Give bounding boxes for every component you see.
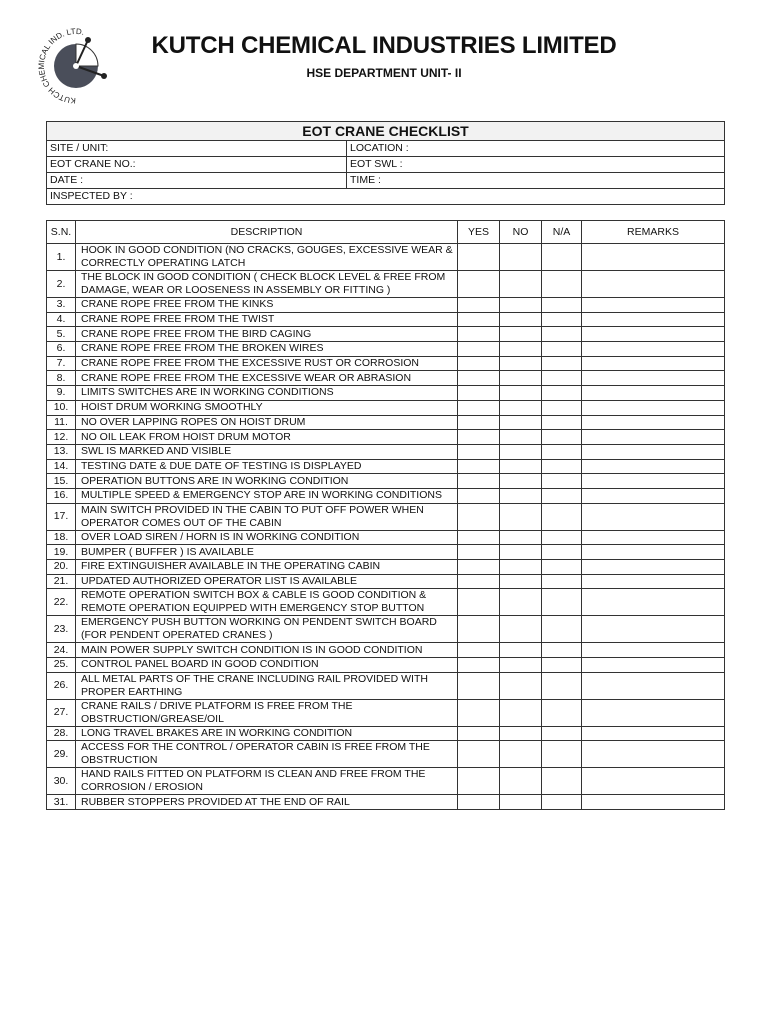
date-field[interactable]: DATE :	[47, 173, 347, 189]
na-checkbox-cell[interactable]	[542, 658, 582, 673]
remarks-cell[interactable]	[582, 312, 725, 327]
row-number: 21.	[47, 574, 76, 589]
table-row	[47, 488, 725, 503]
na-checkbox-cell[interactable]	[542, 574, 582, 589]
table-row	[47, 400, 725, 415]
row-description: CRANE ROPE FREE FROM THE EXCESSIVE RUST OR CORROSION	[76, 356, 458, 371]
na-checkbox-cell[interactable]	[542, 444, 582, 459]
location-field[interactable]: LOCATION :	[347, 141, 725, 157]
table-row	[47, 244, 725, 271]
remarks-cell[interactable]	[582, 415, 725, 430]
row-description: CONTROL PANEL BOARD IN GOOD CONDITION	[76, 658, 458, 673]
row-description: HAND RAILS FITTED ON PLATFORM IS CLEAN AND FREE FROM THE CORROSION / EROSION	[76, 768, 458, 795]
row-number: 30.	[47, 768, 76, 795]
no-checkbox-cell[interactable]	[500, 400, 542, 415]
yes-checkbox-cell[interactable]	[458, 658, 500, 673]
na-checkbox-cell[interactable]	[542, 459, 582, 474]
na-checkbox-cell[interactable]	[542, 327, 582, 342]
na-checkbox-cell[interactable]	[542, 312, 582, 327]
row-number: 10.	[47, 400, 76, 415]
table-row	[47, 574, 725, 589]
row-description: EMERGENCY PUSH BUTTON WORKING ON PENDENT SWITCH BOARD (FOR PENDENT OPERATED CRANES )	[76, 616, 458, 643]
no-checkbox-cell[interactable]	[500, 643, 542, 658]
remarks-cell[interactable]	[582, 459, 725, 474]
column-header-yes: YES	[458, 221, 500, 244]
no-checkbox-cell[interactable]	[500, 672, 542, 699]
remarks-cell[interactable]	[582, 430, 725, 445]
yes-checkbox-cell[interactable]	[458, 415, 500, 430]
table-row	[47, 430, 725, 445]
table-row	[47, 795, 725, 810]
checklist-info-table	[46, 121, 725, 205]
table-row	[47, 415, 725, 430]
row-number: 19.	[47, 545, 76, 560]
yes-checkbox-cell[interactable]	[458, 327, 500, 342]
no-checkbox-cell[interactable]	[500, 459, 542, 474]
remarks-cell[interactable]	[582, 244, 725, 271]
no-checkbox-cell[interactable]	[500, 271, 542, 298]
remarks-cell[interactable]	[582, 616, 725, 643]
table-row	[47, 658, 725, 673]
checklist-table	[46, 220, 725, 810]
row-number: 3.	[47, 298, 76, 313]
na-checkbox-cell[interactable]	[542, 244, 582, 271]
yes-checkbox-cell[interactable]	[458, 488, 500, 503]
no-checkbox-cell[interactable]	[500, 298, 542, 313]
table-row	[47, 741, 725, 768]
row-description: TESTING DATE & DUE DATE OF TESTING IS DISPLAYED	[76, 459, 458, 474]
checklist-title: EOT CRANE CHECKLIST	[47, 122, 725, 141]
row-number: 9.	[47, 386, 76, 401]
row-description: CRANE ROPE FREE FROM THE BROKEN WIRES	[76, 342, 458, 357]
remarks-cell[interactable]	[582, 342, 725, 357]
yes-checkbox-cell[interactable]	[458, 298, 500, 313]
row-description: LIMITS SWITCHES ARE IN WORKING CONDITIONS	[76, 386, 458, 401]
row-description: UPDATED AUTHORIZED OPERATOR LIST IS AVAILABLE	[76, 574, 458, 589]
no-checkbox-cell[interactable]	[500, 488, 542, 503]
yes-checkbox-cell[interactable]	[458, 589, 500, 616]
column-header-sn: S.N.	[47, 221, 76, 244]
na-checkbox-cell[interactable]	[542, 589, 582, 616]
table-row	[47, 444, 725, 459]
na-checkbox-cell[interactable]	[542, 371, 582, 386]
table-row	[47, 271, 725, 298]
row-description: ACCESS FOR THE CONTROL / OPERATOR CABIN IS FREE FROM THE OBSTRUCTION	[76, 741, 458, 768]
na-checkbox-cell[interactable]	[542, 400, 582, 415]
na-checkbox-cell[interactable]	[542, 386, 582, 401]
remarks-cell[interactable]	[582, 726, 725, 741]
yes-checkbox-cell[interactable]	[458, 643, 500, 658]
remarks-cell[interactable]	[582, 298, 725, 313]
eot-crane-no-field[interactable]: EOT CRANE NO.:	[47, 157, 347, 173]
inspected-by-field[interactable]: INSPECTED BY :	[47, 189, 725, 205]
na-checkbox-cell[interactable]	[542, 271, 582, 298]
no-checkbox-cell[interactable]	[500, 530, 542, 545]
na-checkbox-cell[interactable]	[542, 560, 582, 575]
na-checkbox-cell[interactable]	[542, 672, 582, 699]
table-row	[47, 356, 725, 371]
row-number: 4.	[47, 312, 76, 327]
row-description: MULTIPLE SPEED & EMERGENCY STOP ARE IN WORKING CONDITIONS	[76, 488, 458, 503]
yes-checkbox-cell[interactable]	[458, 430, 500, 445]
remarks-cell[interactable]	[582, 658, 725, 673]
remarks-cell[interactable]	[582, 503, 725, 530]
row-description: OPERATION BUTTONS ARE IN WORKING CONDITION	[76, 474, 458, 489]
remarks-cell[interactable]	[582, 474, 725, 489]
na-checkbox-cell[interactable]	[542, 415, 582, 430]
remarks-cell[interactable]	[582, 672, 725, 699]
remarks-cell[interactable]	[582, 545, 725, 560]
row-number: 31.	[47, 795, 76, 810]
no-checkbox-cell[interactable]	[500, 474, 542, 489]
remarks-cell[interactable]	[582, 271, 725, 298]
row-number: 29.	[47, 741, 76, 768]
column-header-na: N/A	[542, 221, 582, 244]
row-description: RUBBER STOPPERS PROVIDED AT THE END OF RAIL	[76, 795, 458, 810]
na-checkbox-cell[interactable]	[542, 356, 582, 371]
table-row	[47, 342, 725, 357]
yes-checkbox-cell[interactable]	[458, 530, 500, 545]
row-description: MAIN POWER SUPPLY SWITCH CONDITION IS IN GOOD CONDITION	[76, 643, 458, 658]
row-number: 12.	[47, 430, 76, 445]
na-checkbox-cell[interactable]	[542, 741, 582, 768]
yes-checkbox-cell[interactable]	[458, 444, 500, 459]
row-number: 18.	[47, 530, 76, 545]
site-unit-field[interactable]: SITE / UNIT:	[47, 141, 347, 157]
na-checkbox-cell[interactable]	[542, 726, 582, 741]
yes-checkbox-cell[interactable]	[458, 356, 500, 371]
no-checkbox-cell[interactable]	[500, 726, 542, 741]
yes-checkbox-cell[interactable]	[458, 795, 500, 810]
remarks-cell[interactable]	[582, 400, 725, 415]
no-checkbox-cell[interactable]	[500, 327, 542, 342]
table-row	[47, 545, 725, 560]
remarks-cell[interactable]	[582, 574, 725, 589]
remarks-cell[interactable]	[582, 768, 725, 795]
remarks-cell[interactable]	[582, 699, 725, 726]
row-description: HOOK IN GOOD CONDITION (NO CRACKS, GOUGES, EXCESSIVE WEAR & CORRECTLY OPERATING LATCH	[76, 244, 458, 271]
row-number: 2.	[47, 271, 76, 298]
column-header-description: DESCRIPTION	[76, 221, 458, 244]
table-row	[47, 503, 725, 530]
table-row	[47, 616, 725, 643]
eot-swl-field[interactable]: EOT SWL :	[347, 157, 725, 173]
na-checkbox-cell[interactable]	[542, 616, 582, 643]
remarks-cell[interactable]	[582, 327, 725, 342]
column-header-no: NO	[500, 221, 542, 244]
row-number: 15.	[47, 474, 76, 489]
table-row	[47, 560, 725, 575]
table-row	[47, 589, 725, 616]
row-number: 27.	[47, 699, 76, 726]
no-checkbox-cell[interactable]	[500, 356, 542, 371]
no-checkbox-cell[interactable]	[500, 589, 542, 616]
na-checkbox-cell[interactable]	[542, 342, 582, 357]
row-number: 17.	[47, 503, 76, 530]
no-checkbox-cell[interactable]	[500, 430, 542, 445]
no-checkbox-cell[interactable]	[500, 386, 542, 401]
na-checkbox-cell[interactable]	[542, 298, 582, 313]
na-checkbox-cell[interactable]	[542, 488, 582, 503]
row-description: THE BLOCK IN GOOD CONDITION ( CHECK BLOCK LEVEL & FREE FROM DAMAGE, WEAR OR LOOSENESS IN ASSEMBLY OR FITTING )	[76, 271, 458, 298]
na-checkbox-cell[interactable]	[542, 768, 582, 795]
row-description: BUMPER ( BUFFER ) IS AVAILABLE	[76, 545, 458, 560]
department-name: HSE DEPARTMENT UNIT- II	[306, 66, 462, 80]
row-description: REMOTE OPERATION SWITCH BOX & CABLE IS GOOD CONDITION & REMOTE OPERATION EQUIPPED WITH EMERGENCY STOP BUTTON	[76, 589, 458, 616]
table-row	[47, 726, 725, 741]
row-number: 11.	[47, 415, 76, 430]
yes-checkbox-cell[interactable]	[458, 342, 500, 357]
no-checkbox-cell[interactable]	[500, 371, 542, 386]
remarks-cell[interactable]	[582, 560, 725, 575]
row-number: 8.	[47, 371, 76, 386]
yes-checkbox-cell[interactable]	[458, 768, 500, 795]
row-description: NO OVER LAPPING ROPES ON HOIST DRUM	[76, 415, 458, 430]
no-checkbox-cell[interactable]	[500, 342, 542, 357]
row-description: NO OIL LEAK FROM HOIST DRUM MOTOR	[76, 430, 458, 445]
no-checkbox-cell[interactable]	[500, 658, 542, 673]
row-description: SWL IS MARKED AND VISIBLE	[76, 444, 458, 459]
no-checkbox-cell[interactable]	[500, 741, 542, 768]
row-number: 25.	[47, 658, 76, 673]
yes-checkbox-cell[interactable]	[458, 616, 500, 643]
row-description: CRANE ROPE FREE FROM THE KINKS	[76, 298, 458, 313]
remarks-cell[interactable]	[582, 530, 725, 545]
remarks-cell[interactable]	[582, 371, 725, 386]
table-row	[47, 386, 725, 401]
time-field[interactable]: TIME :	[347, 173, 725, 189]
table-row	[47, 643, 725, 658]
no-checkbox-cell[interactable]	[500, 795, 542, 810]
row-description: MAIN SWITCH PROVIDED IN THE CABIN TO PUT OFF POWER WHEN OPERATOR COMES OUT OF THE CABIN	[76, 503, 458, 530]
no-checkbox-cell[interactable]	[500, 415, 542, 430]
row-description: CRANE ROPE FREE FROM THE BIRD CAGING	[76, 327, 458, 342]
no-checkbox-cell[interactable]	[500, 444, 542, 459]
table-row	[47, 298, 725, 313]
no-checkbox-cell[interactable]	[500, 312, 542, 327]
row-number: 24.	[47, 643, 76, 658]
table-row	[47, 474, 725, 489]
row-number: 16.	[47, 488, 76, 503]
no-checkbox-cell[interactable]	[500, 768, 542, 795]
no-checkbox-cell[interactable]	[500, 616, 542, 643]
yes-checkbox-cell[interactable]	[458, 560, 500, 575]
yes-checkbox-cell[interactable]	[458, 503, 500, 530]
row-description: OVER LOAD SIREN / HORN IS IN WORKING CONDITION	[76, 530, 458, 545]
yes-checkbox-cell[interactable]	[458, 545, 500, 560]
na-checkbox-cell[interactable]	[542, 643, 582, 658]
remarks-cell[interactable]	[582, 643, 725, 658]
no-checkbox-cell[interactable]	[500, 560, 542, 575]
yes-checkbox-cell[interactable]	[458, 312, 500, 327]
row-description: FIRE EXTINGUISHER AVAILABLE IN THE OPERATING CABIN	[76, 560, 458, 575]
yes-checkbox-cell[interactable]	[458, 386, 500, 401]
row-description: ALL METAL PARTS OF THE CRANE INCLUDING RAIL PROVIDED WITH PROPER EARTHING	[76, 672, 458, 699]
table-row	[47, 768, 725, 795]
no-checkbox-cell[interactable]	[500, 503, 542, 530]
row-description: CRANE ROPE FREE FROM THE EXCESSIVE WEAR OR ABRASION	[76, 371, 458, 386]
row-number: 14.	[47, 459, 76, 474]
remarks-cell[interactable]	[582, 589, 725, 616]
na-checkbox-cell[interactable]	[542, 699, 582, 726]
row-number: 26.	[47, 672, 76, 699]
no-checkbox-cell[interactable]	[500, 574, 542, 589]
yes-checkbox-cell[interactable]	[458, 459, 500, 474]
remarks-cell[interactable]	[582, 356, 725, 371]
row-number: 5.	[47, 327, 76, 342]
row-number: 13.	[47, 444, 76, 459]
table-row	[47, 312, 725, 327]
yes-checkbox-cell[interactable]	[458, 400, 500, 415]
table-row	[47, 699, 725, 726]
company-name: KUTCH CHEMICAL INDUSTRIES LIMITED	[151, 32, 617, 59]
no-checkbox-cell[interactable]	[500, 699, 542, 726]
table-row	[47, 327, 725, 342]
yes-checkbox-cell[interactable]	[458, 574, 500, 589]
row-number: 22.	[47, 589, 76, 616]
yes-checkbox-cell[interactable]	[458, 741, 500, 768]
row-number: 23.	[47, 616, 76, 643]
yes-checkbox-cell[interactable]	[458, 672, 500, 699]
table-row	[47, 371, 725, 386]
remarks-cell[interactable]	[582, 488, 725, 503]
na-checkbox-cell[interactable]	[542, 545, 582, 560]
na-checkbox-cell[interactable]	[542, 503, 582, 530]
table-row	[47, 672, 725, 699]
column-header-remarks: REMARKS	[582, 221, 725, 244]
table-row	[47, 459, 725, 474]
row-number: 6.	[47, 342, 76, 357]
yes-checkbox-cell[interactable]	[458, 726, 500, 741]
row-number: 1.	[47, 244, 76, 271]
na-checkbox-cell[interactable]	[542, 795, 582, 810]
na-checkbox-cell[interactable]	[542, 430, 582, 445]
na-checkbox-cell[interactable]	[542, 474, 582, 489]
remarks-cell[interactable]	[582, 741, 725, 768]
row-number: 20.	[47, 560, 76, 575]
remarks-cell[interactable]	[582, 795, 725, 810]
no-checkbox-cell[interactable]	[500, 545, 542, 560]
yes-checkbox-cell[interactable]	[458, 371, 500, 386]
yes-checkbox-cell[interactable]	[458, 244, 500, 271]
row-description: HOIST DRUM WORKING SMOOTHLY	[76, 400, 458, 415]
na-checkbox-cell[interactable]	[542, 530, 582, 545]
yes-checkbox-cell[interactable]	[458, 271, 500, 298]
row-description: CRANE RAILS / DRIVE PLATFORM IS FREE FROM THE OBSTRUCTION/GREASE/OIL	[76, 699, 458, 726]
row-description: CRANE ROPE FREE FROM THE TWIST	[76, 312, 458, 327]
row-description: LONG TRAVEL BRAKES ARE IN WORKING CONDITION	[76, 726, 458, 741]
yes-checkbox-cell[interactable]	[458, 474, 500, 489]
yes-checkbox-cell[interactable]	[458, 699, 500, 726]
table-row	[47, 530, 725, 545]
no-checkbox-cell[interactable]	[500, 244, 542, 271]
logo-text: KUTCH CHEMICAL IND. LTD.	[36, 26, 86, 106]
remarks-cell[interactable]	[582, 444, 725, 459]
row-number: 7.	[47, 356, 76, 371]
row-number: 28.	[47, 726, 76, 741]
remarks-cell[interactable]	[582, 386, 725, 401]
